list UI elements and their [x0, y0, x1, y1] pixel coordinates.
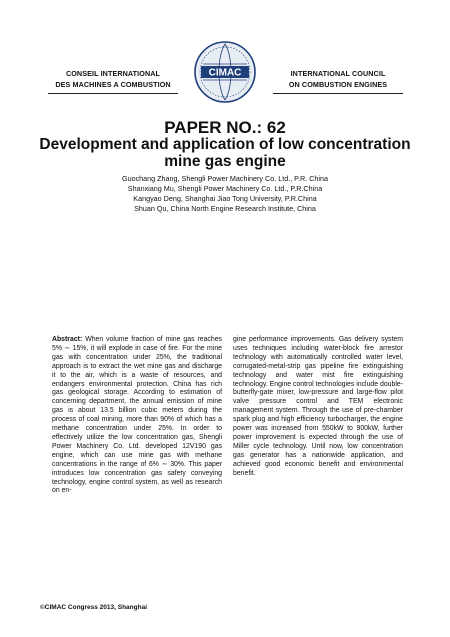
paper-title-line1: Development and application of low concentration [39, 136, 411, 153]
paper-number: PAPER NO.: 62 [164, 118, 286, 137]
abstract-column-right [233, 336, 403, 479]
author-line: Shanxiang Mu, Shengli Power Machinery Co. Ltd., P.R.China [127, 184, 323, 193]
author-line: Shuan Qu, China North Engine Research Institute, China [134, 204, 316, 213]
author-line: Kangyao Deng, Shanghai Jiao Tong University, P.R.China [133, 194, 317, 203]
paper-title-line2: mine gas engine [164, 153, 286, 170]
footer-copyright: ©CIMAC Congress 2013, Shanghai [40, 604, 148, 611]
header-left [48, 68, 178, 90]
paper-title [25, 136, 425, 170]
cimac-logo-icon [193, 40, 257, 104]
author-list [60, 174, 390, 214]
header-left-line2: DES MACHINES A COMBUSTION [55, 80, 171, 89]
logo-text: CIMAC [208, 67, 242, 79]
author-line: Guochang Zhang, Shengli Power Machinery Co. Ltd., P.R. China [121, 174, 329, 183]
abstract-column-left [52, 336, 222, 496]
header-right-rule [273, 93, 403, 94]
header-right [273, 68, 403, 90]
abstract-text-left: When volume fraction of mine gas reaches 5% ∼ 15%, it will explode in case of fire. For the mine gas with concentration under 25%, the traditional approach is to extract the wet mine gas and discharge it to the air, which is a waste of resources, and endangers environmental protection. China has rich gas geological storage. According to estimation of concerning department, the annual emission of mine gas is about 13.5 billion cubic meters during the process of coal mining, more than 90% of which has a methane concentration under 25%. In order to effectively utilize the low concentration gas, Shengli Power Machinery Co. Ltd. developed 12V190 gas engine, which can use mine gas with methane concentrations in the range of 6% ∼ 30%. This paper introduces low concentration gas safety conveying technology, engine control system, as well as research on en- [52, 336, 222, 495]
header-right-line1: INTERNATIONAL COUNCIL [290, 69, 386, 78]
header-right-line2: ON COMBUSTION ENGINES [288, 80, 388, 89]
abstract-label: Abstract: [52, 336, 83, 343]
abstract-text-right: gine performance improvements. Gas delivery system uses techniques including water-block fire arrestor technology with automatically controlled water level, corrugated-metal-strip gas pipeline fire extinguishing technology and water mist fire extinguishing technology. Engine control technologies include double-butterfly-gate mixer, low-pressure and large-flow pilot valve pressure control and TEM electronic management system. Through the use of pre-chamber spark plug and high efficiency turbocharger, the engine power was increased from 550kW to 900kW, further power improvement is expected through the use of Miller cycle technology. Until now, low concentration gas generator has a nationwide application, and achieved good economic benefit and environmental benefit. [233, 336, 403, 477]
header-left-line1: CONSEIL INTERNATIONAL [65, 69, 161, 78]
header-left-rule [48, 93, 178, 94]
